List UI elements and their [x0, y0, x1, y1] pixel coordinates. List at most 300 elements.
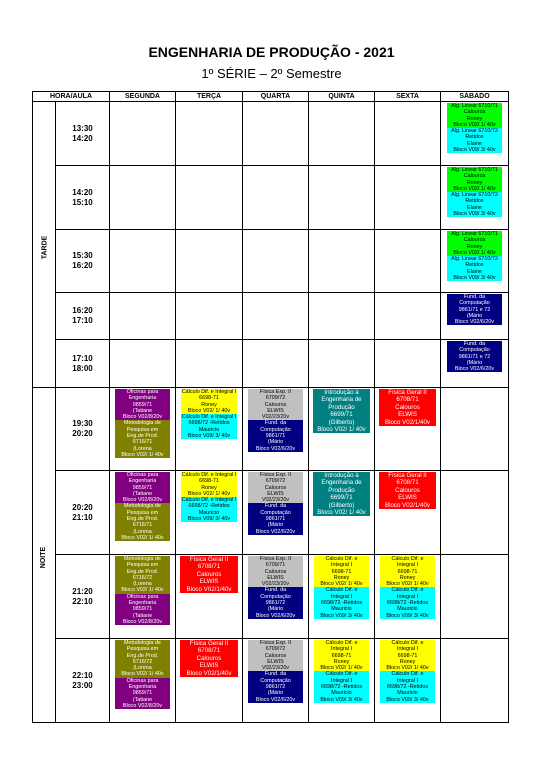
schedule-cell	[375, 102, 441, 166]
schedule-cell	[176, 388, 243, 471]
class-line: (Gilberto)	[328, 418, 355, 426]
class-block	[248, 472, 302, 503]
class-line: Oficinas para	[126, 593, 159, 600]
class-block	[181, 389, 236, 414]
schedule-table	[32, 91, 509, 723]
class-line: Eng.de Prod.	[126, 433, 159, 440]
class-line: Bloco V02/ 1/ 40v	[386, 665, 429, 672]
class-line: Pesquisa em	[126, 426, 159, 433]
class-line: Cálculo Dif. e	[391, 671, 424, 678]
schedule-cell	[441, 555, 509, 639]
class-line: Integral I	[331, 593, 352, 600]
class-line: Bloco V02/ 1/ 40v	[320, 581, 363, 588]
class-block	[180, 556, 238, 593]
schedule-cell	[243, 639, 309, 723]
class-line: Alg. Linear 6710/71	[451, 167, 498, 173]
class-line: Computação	[459, 300, 490, 307]
class-block	[248, 503, 302, 534]
class-line: 6716/72	[132, 658, 153, 665]
class-block	[248, 587, 302, 618]
class-line: Bloco V02/6/20v	[255, 696, 296, 703]
class-block	[379, 472, 436, 509]
class-line: Bloco V02/8/20v	[122, 414, 163, 421]
class-line: Roney	[399, 658, 416, 665]
schedule-cell	[243, 230, 309, 293]
class-block	[313, 389, 370, 433]
class-line: (Tatiane	[132, 490, 153, 497]
schedule-cell	[375, 293, 441, 340]
class-line: Bloco V02/ 1/ 40v	[317, 509, 366, 517]
class-line: Calouros	[463, 237, 486, 244]
schedule-cell	[441, 166, 509, 230]
table-row	[33, 230, 509, 293]
class-line: Física Exp. II	[259, 389, 292, 395]
table-row	[33, 293, 509, 340]
class-line: Cálculo Dif. e	[325, 671, 358, 678]
class-line: Fund. da	[463, 294, 486, 300]
class-line: 9861/72	[265, 600, 286, 607]
time-end: 23:00	[72, 680, 93, 690]
class-line: Mauricio	[397, 690, 418, 697]
class-line: (Lorena	[133, 445, 152, 452]
class-block	[248, 389, 302, 420]
class-block	[115, 640, 169, 678]
class-line: Mauricio	[331, 690, 352, 697]
class-line: Elaine	[466, 204, 482, 211]
class-block	[380, 587, 434, 618]
class-line: Pesquisa em	[126, 646, 159, 653]
class-line: 9861/71	[265, 516, 286, 523]
schedule-cell	[375, 230, 441, 293]
class-line: Alg. Linear 6710/72	[451, 128, 498, 135]
class-line: Retidos	[465, 198, 484, 205]
schedule-cell	[243, 166, 309, 230]
schedule-cell	[441, 639, 509, 723]
class-line: ELWIS	[199, 662, 219, 670]
class-line: 6698/72 -Retidos	[386, 684, 429, 691]
time-start: 15:30	[72, 251, 93, 260]
class-line: Integral I	[397, 562, 418, 569]
time-start: 19:30	[72, 419, 93, 428]
header-hora-aula: HORA/AULA	[33, 92, 110, 102]
class-line: ELWIS	[267, 658, 284, 665]
class-block	[181, 497, 236, 522]
class-block	[447, 294, 503, 325]
time-start: 22:10	[72, 670, 93, 680]
class-block	[447, 167, 503, 192]
class-line: Física Geral II	[189, 640, 229, 647]
schedule-cell	[441, 388, 509, 471]
time-cell	[56, 293, 110, 340]
class-line: Bloco V02/8/20v	[122, 618, 163, 625]
class-line: Física Geral II	[388, 389, 427, 396]
period-label: NOITE	[40, 546, 48, 569]
class-block	[380, 671, 434, 702]
time-cell	[56, 340, 110, 388]
class-line: Cálculo Dif. e	[391, 587, 424, 594]
schedule-cell	[243, 340, 309, 388]
class-line: Engenharia	[128, 395, 157, 402]
class-line: Computação	[260, 677, 291, 684]
class-line: Física Exp. II	[259, 472, 292, 478]
class-block	[447, 128, 503, 153]
table-row	[33, 102, 509, 166]
class-line: ELWIS	[267, 490, 284, 497]
class-line: 6698-71	[331, 652, 352, 659]
class-block	[380, 556, 434, 587]
time-cell	[56, 230, 110, 293]
class-block	[180, 640, 238, 677]
class-line: Metodologia de	[124, 640, 161, 646]
class-line: Calouros	[395, 486, 420, 494]
schedule-cell	[110, 639, 176, 723]
class-block	[447, 256, 503, 281]
class-block	[447, 341, 503, 372]
class-line: Bloco V09/ 3/ 40v	[187, 433, 231, 440]
class-line: Integral I	[397, 593, 418, 600]
schedule-cell	[309, 293, 375, 340]
time-end: 22:10	[72, 596, 93, 606]
time-start: 13:30	[72, 123, 93, 133]
class-line: Física Exp. II	[259, 640, 292, 646]
class-line: Fund. da	[264, 587, 287, 594]
class-line: Alg. Linear 6710/71	[451, 103, 498, 109]
class-line: 6698/72 -Retidos	[320, 600, 363, 607]
class-line: Integral I	[331, 677, 352, 684]
class-block	[248, 420, 302, 451]
class-line: Bloco V02/ 1/ 40v	[317, 426, 366, 434]
schedule-cell	[110, 230, 176, 293]
class-line: Oficinas para	[126, 389, 159, 395]
class-block	[314, 640, 368, 671]
schedule-cell	[176, 230, 243, 293]
schedule-cell	[309, 340, 375, 388]
class-line: Bloco V09/ 3/ 40v	[320, 612, 363, 619]
schedule-cell	[110, 388, 176, 471]
class-block	[181, 472, 236, 497]
time-end: 18:00	[72, 363, 93, 373]
class-line: 6716/72	[132, 574, 153, 581]
schedule-cell	[375, 555, 441, 639]
schedule-cell	[441, 340, 509, 388]
class-block	[248, 640, 302, 671]
schedule-cell	[441, 230, 509, 293]
class-line: 9859/71	[132, 690, 153, 697]
class-line: Bloco V09/ 3/ 40v	[320, 696, 363, 703]
class-line: ELWIS	[267, 407, 284, 414]
page-subtitle: 1º SÉRIE – 2º Semestre	[201, 66, 342, 81]
class-line: Cálculo Dif. e	[325, 556, 358, 562]
class-line: Engenharia de	[321, 479, 362, 487]
class-line: Introdução à	[324, 389, 359, 396]
time-cell	[56, 388, 110, 471]
class-line: Metodologia de	[124, 420, 161, 427]
class-block	[314, 671, 368, 702]
class-line: Bloco V09/ 3/ 40v	[453, 275, 496, 282]
period-label-cell	[33, 102, 56, 388]
class-line: Integral I	[397, 677, 418, 684]
class-line: Calouros	[264, 652, 287, 659]
class-line: Pesquisa em	[126, 562, 159, 569]
header-sabado: SÁBADO	[441, 92, 509, 102]
class-line: Bloco V02/ 1/ 40v	[386, 581, 429, 588]
class-line: 6698-71	[397, 568, 418, 575]
class-line: Calouros	[196, 654, 222, 662]
class-line: 6698-71	[199, 478, 219, 485]
class-line: Física Geral II	[189, 556, 229, 563]
schedule-cell	[309, 388, 375, 471]
class-line: 6698-71	[199, 395, 219, 402]
class-line: Roney	[466, 243, 483, 250]
class-block	[314, 556, 368, 587]
class-line: Alg. Linear 6710/72	[451, 256, 498, 263]
class-line: Calouros	[463, 173, 486, 180]
class-line: Bloco V02/ 1/ 40v	[121, 534, 164, 541]
schedule-cell	[309, 102, 375, 166]
class-line: Bloco V02/ 1/ 40v	[121, 671, 164, 678]
class-line: 6708/71	[197, 563, 221, 571]
time-end: 16:20	[72, 261, 93, 270]
class-line: Retidos	[465, 134, 484, 141]
class-line: Engenharia	[128, 478, 157, 485]
schedule-cell	[176, 340, 243, 388]
class-line: Integral I	[331, 562, 352, 569]
table-row	[33, 555, 509, 639]
page-title: ENGENHARIA DE PRODUÇÃO - 2021	[148, 44, 395, 60]
class-line: 6698/72 -Retidos	[386, 600, 429, 607]
time-cell	[56, 555, 110, 639]
class-line: Metodologia de	[124, 503, 161, 510]
schedule-cell	[110, 102, 176, 166]
class-line: Engenharia de	[321, 396, 362, 404]
class-line: Bloco V09/ 3/ 40v	[453, 211, 496, 218]
class-block	[115, 556, 169, 594]
schedule-cell	[441, 293, 509, 340]
class-line: Produção	[328, 486, 355, 494]
class-line: Eng.de Prod.	[126, 652, 159, 659]
class-line: (Mário	[267, 690, 284, 697]
class-line: Bloco V02/1/40v	[186, 669, 232, 677]
class-line: Mauricio	[198, 509, 220, 516]
class-block	[115, 472, 169, 503]
time-cell	[56, 166, 110, 230]
class-line: Introdução à	[324, 472, 359, 479]
class-line: 9861/71 e 72	[458, 306, 491, 313]
class-line: Alg. Linear 6710/71	[451, 231, 498, 237]
class-line: V02/23/20v	[261, 414, 290, 421]
class-line: Fund. da	[463, 341, 486, 347]
class-block	[115, 389, 169, 420]
class-line: Mauricio	[331, 606, 352, 613]
time-end: 20:20	[72, 429, 93, 438]
class-line: 9859/71	[132, 606, 153, 613]
time-start: 17:10	[72, 353, 93, 363]
header-sexta: SEXTA	[375, 92, 441, 102]
class-line: Mauricio	[198, 426, 220, 433]
class-line: Bloco V02/ 1/ 40v	[121, 587, 164, 594]
class-line: Bloco V02/6/20v	[454, 366, 495, 373]
class-line: (Tatiane	[132, 612, 153, 619]
class-line: Roney	[333, 658, 350, 665]
class-line: 6698/72 -Retidos	[188, 503, 230, 510]
period-label-cell	[33, 388, 56, 723]
class-line: Produção	[328, 403, 355, 411]
schedule-cell	[375, 639, 441, 723]
schedule-cell	[176, 555, 243, 639]
schedule-cell	[110, 293, 176, 340]
class-line: Calouros	[264, 484, 287, 491]
table-row	[33, 166, 509, 230]
class-line: 6708/71	[396, 396, 419, 404]
class-line: Bloco V02/6/20v	[255, 445, 296, 452]
class-block	[447, 192, 503, 217]
class-line: Cálculo Dif. e	[325, 640, 358, 646]
class-line: Bloco V02/6/20v	[255, 528, 296, 535]
schedule-cell	[110, 166, 176, 230]
class-line: Cálculo Dif. e Integral I	[181, 389, 237, 395]
class-line: 6698/72 -Retidos	[320, 684, 363, 691]
class-line: 6709/72	[265, 478, 286, 485]
class-line: 9861/71 e 72	[458, 353, 491, 360]
schedule-cell	[243, 293, 309, 340]
class-line: V02/23/20v	[261, 581, 290, 588]
class-line: ELWIS	[398, 494, 417, 502]
class-line: Engenharia	[128, 684, 157, 691]
schedule-cell	[110, 555, 176, 639]
class-line: (Gilberto)	[328, 501, 355, 509]
class-line: Roney	[466, 179, 483, 186]
class-line: Cálculo Dif. e Integral I	[181, 472, 237, 478]
class-line: Engenharia	[128, 600, 157, 607]
time-end: 15:10	[72, 197, 93, 207]
table-row	[33, 639, 509, 723]
class-line: Bloco V02/1/40v	[384, 501, 431, 509]
class-block	[380, 640, 434, 671]
class-line: (Lorena	[133, 665, 152, 672]
class-block	[115, 503, 169, 541]
class-line: Pesquisa em	[126, 509, 159, 516]
class-line: Bloco V02/8/20v	[122, 497, 163, 504]
class-line: 9861/72	[265, 684, 286, 691]
schedule-cell	[309, 639, 375, 723]
class-line: Roney	[201, 401, 217, 408]
class-line: Mauricio	[397, 606, 418, 613]
class-line: Bloco V09/ 3/ 40v	[386, 612, 429, 619]
class-line: Fund. da	[264, 503, 287, 510]
class-line: 6698-71	[331, 568, 352, 575]
class-line: 6698-71	[397, 652, 418, 659]
class-line: Fund. da	[264, 420, 287, 427]
class-line: (Mário	[267, 439, 284, 446]
class-line: Calouros	[264, 568, 287, 575]
time-end: 17:10	[72, 316, 93, 325]
class-line: Cálculo Dif. e Integral I	[181, 497, 237, 504]
period-label: TARDE	[41, 235, 49, 259]
header-quinta: QUINTA	[309, 92, 375, 102]
class-line: Roney	[466, 115, 483, 122]
time-end: 14:20	[72, 133, 93, 143]
class-line: (Lorena	[133, 528, 152, 535]
class-line: Computação	[260, 593, 291, 600]
class-line: Oficinas para	[126, 677, 159, 684]
class-line: 6709/72	[265, 646, 286, 653]
class-line: 6708/71	[197, 647, 221, 655]
class-line: 9859/71	[132, 401, 153, 408]
class-line: Bloco V09/ 3/ 40v	[187, 516, 231, 523]
class-line: Roney	[399, 574, 416, 581]
class-block	[447, 231, 503, 256]
table-row	[33, 471, 509, 555]
class-line: Retidos	[465, 262, 484, 269]
class-line: 6716/71	[132, 439, 153, 446]
schedule-body	[33, 102, 509, 723]
class-line: (Mário	[267, 522, 284, 529]
schedule-cell	[243, 388, 309, 471]
class-line: Calouros	[196, 570, 222, 578]
class-block	[379, 389, 436, 426]
class-line: Eng.de Prod.	[126, 516, 159, 523]
class-line: 6709/72	[265, 395, 286, 402]
time-start: 21:20	[72, 586, 93, 596]
class-line: Bloco V02/ 1/ 40v	[453, 249, 496, 256]
schedule-cell	[110, 340, 176, 388]
class-line: Computação	[260, 509, 291, 516]
class-line: Física Exp. II	[259, 556, 292, 562]
class-line: 6708/71	[396, 479, 419, 487]
schedule-cell	[309, 555, 375, 639]
time-start: 14:20	[72, 187, 93, 197]
schedule-cell	[110, 471, 176, 555]
schedule-cell	[176, 293, 243, 340]
class-line: Calouros	[463, 109, 486, 116]
class-line: Cálculo Dif. e	[391, 556, 424, 562]
schedule-cell	[243, 102, 309, 166]
schedule-cell	[375, 340, 441, 388]
class-line: Bloco V09/ 3/ 40v	[453, 147, 496, 154]
class-line: Bloco V02/ 1/ 40v	[121, 451, 164, 458]
class-block	[115, 678, 169, 709]
schedule-cell	[441, 102, 509, 166]
class-line: Oficinas para	[126, 472, 159, 478]
schedule-cell	[309, 471, 375, 555]
class-block	[248, 556, 302, 587]
class-line: Eng.de Prod.	[126, 568, 159, 575]
class-line: Bloco V02/ 1/ 40v	[453, 185, 496, 192]
class-line: 9859/71	[132, 484, 153, 491]
class-line: Integral I	[397, 646, 418, 653]
class-line: Bloco V02/8/20v	[122, 702, 163, 709]
class-line: Computação	[260, 426, 291, 433]
schedule-cell	[375, 166, 441, 230]
class-line: 6709/71	[265, 562, 286, 569]
class-line: 6698/72 -Retidos	[188, 420, 230, 427]
class-line: (Mário	[466, 312, 483, 319]
class-line: Bloco V02/1/40v	[384, 418, 431, 426]
class-line: Bloco V02/ 1/ 40v	[320, 665, 363, 672]
schedule-cell	[441, 471, 509, 555]
class-line: Elaine	[466, 140, 482, 147]
class-line: ELWIS	[267, 574, 284, 581]
schedule-cell	[176, 471, 243, 555]
class-line: Roney	[333, 574, 350, 581]
schedule-cell	[243, 555, 309, 639]
schedule-cell	[176, 639, 243, 723]
table-row	[33, 340, 509, 388]
class-block	[447, 103, 503, 128]
class-line: Bloco V02/1/40v	[186, 585, 232, 593]
class-line: Cálculo Dif. e	[391, 640, 424, 646]
class-line: Bloco V02/6/20v	[454, 319, 495, 326]
